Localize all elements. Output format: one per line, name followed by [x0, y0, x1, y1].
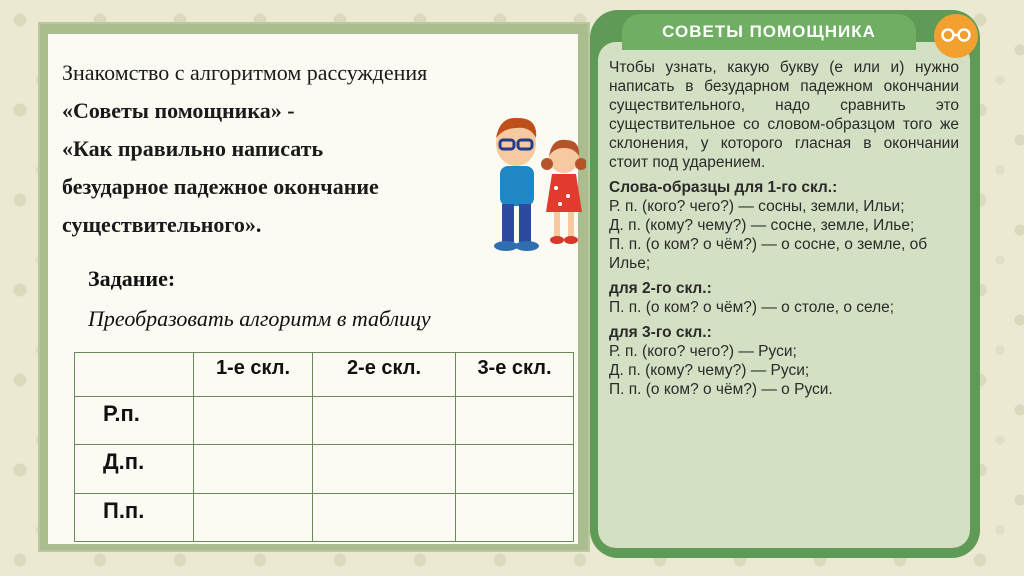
table-row	[75, 493, 574, 541]
table-cell[interactable]	[313, 397, 456, 445]
table-cell[interactable]	[194, 445, 313, 493]
table-cell[interactable]	[313, 493, 456, 541]
table-cell[interactable]	[456, 445, 574, 493]
children-illustration	[486, 108, 586, 258]
table-cell[interactable]	[194, 397, 313, 445]
section-heading: Слова-образцы для 1-го скл.:	[609, 179, 838, 196]
section-line: Д. п. (кому? чему?) — сосне, земле, Илье;	[609, 217, 915, 234]
title-line-2: «Советы помощника» -	[62, 98, 295, 123]
title-line-5: существительного».	[62, 212, 262, 237]
section-line: П. п. (о ком? о чём?) — о столе, о селе;	[609, 299, 895, 316]
table-corner-cell	[75, 353, 194, 397]
glasses-icon	[934, 14, 978, 58]
helper-panel-header: СОВЕТЫ ПОМОЩНИКА	[622, 14, 916, 50]
table-row	[75, 397, 574, 445]
section-line: П. п. (о ком? о чём?) — о Руси.	[609, 381, 833, 398]
table-cell[interactable]	[456, 397, 574, 445]
section-heading: для 2-го скл.:	[609, 280, 712, 297]
title-line-1: Знакомство с алгоритмом рассуждения	[62, 60, 428, 85]
section-line: Р. п. (кого? чего?) — Руси;	[609, 343, 797, 360]
row-label: Р.п.	[75, 397, 194, 445]
section-line: П. п. (о ком? о чём?) — о сосне, о земле, об Илье;	[609, 236, 928, 272]
table-cell[interactable]	[456, 493, 574, 541]
section-line: Р. п. (кого? чего?) — сосны, земли, Ильи;	[609, 198, 905, 215]
title-line-4: безударное падежное окончание	[62, 174, 379, 199]
section-heading: для 3-го скл.:	[609, 324, 712, 341]
column-header: 1-е скл.	[194, 353, 313, 397]
section-line: Д. п. (кому? чему?) — Руси;	[609, 362, 810, 379]
column-header: 2-е скл.	[313, 353, 456, 397]
table-cell[interactable]	[313, 445, 456, 493]
lesson-title	[62, 54, 502, 244]
column-header: 3-е скл.	[456, 353, 574, 397]
row-label: П.п.	[75, 493, 194, 541]
table-header-row	[75, 353, 574, 397]
helper-panel-text	[609, 58, 959, 405]
task-text: Преобразовать алгоритм в таблицу	[88, 306, 431, 331]
table-cell[interactable]	[194, 493, 313, 541]
table-row	[75, 445, 574, 493]
panel-intro: Чтобы узнать, какую букву (е или и) нужно написать в безударном падежном окончании существительного, надо сравнить это существительное со словом-образцом того же склонения, у которого гласная в окончании стоит под ударением.	[609, 59, 959, 171]
task-label: Задание:	[88, 266, 176, 291]
declension-table	[74, 352, 574, 542]
title-line-3: «Как правильно написать	[62, 136, 324, 161]
row-label: Д.п.	[75, 445, 194, 493]
